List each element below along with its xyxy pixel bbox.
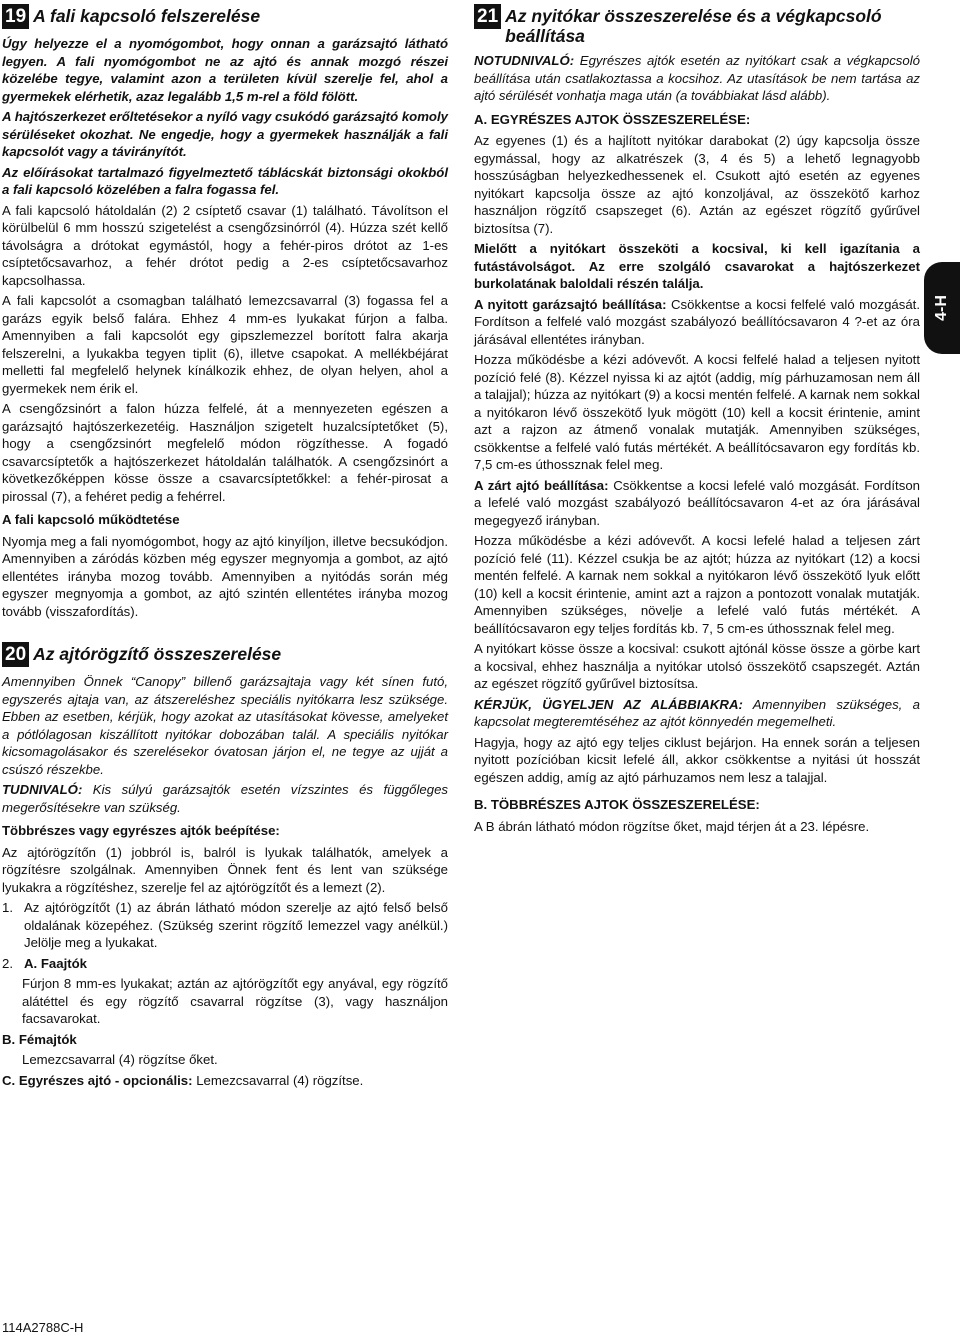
s21-close-label: A zárt ajtó beállítása: <box>474 477 609 493</box>
s21-multi-text: A B ábrán látható módon rögzítse őket, majd térjen át a 23. lépésre. <box>474 818 870 834</box>
s20-install-heading: Többrészes vagy egyrészes ajtók beépítése: <box>2 823 280 838</box>
s21-note <box>474 52 920 105</box>
s20-intro: Amennyiben Önnek “Canopy” billenő garázsajtaja vagy két sínen futó, egyszerés ajtaja van, az átszereléshez speciális nyitókarra lesz szüksége. Ebben az esetben, kérjük, hogy azokat az utasításokat kövesse, amelyeket a pótlólagosan kiszállított nyitókar dobozában talál. A speciális nyitókar kicsomagolásakor és szerelésekor óvatosan járjon el, ne tegye az ujját a csúszó részekbe. <box>2 674 448 777</box>
s20-step-b-label: B. Fémajtók <box>2 1031 77 1047</box>
s19-intro: Úgy helyezze el a nyomógombot, hogy onnan a garázsajtó látható legyen. A fali nyomógombot ne az ajtó és annak mozgó részei közelébe tegye, valamint azon a területen kívül szerelje fel, ahol a gyermekek elérhetik, azaz legalább 1,5 m-rel a föld fölött. <box>2 36 448 104</box>
s21-note-text: Egyrészes ajtók esetén az nyitókart csak a végkapcsoló beállítása után csatlakoztassa a kocsihoz. Az utasítások be nem tartása az ajtó sérülését vonhatja maga után (a továbbiakat lásd alább). <box>474 53 920 103</box>
section-19-number: 19 <box>2 4 29 29</box>
s19-mounting: A fali kapcsolót a csomagban található lemezcsavarral (3) fogassa fel a garázs egyik belső falára. Ehhez 4 mm-es lyukakat fúrjon a falba. Amennyiben a fali kapcsolót egy gipszlemezzel borított falra akarja felszerelni, a lyukakba tegyen tiplit (6), illetve csapokat. A mellékbéjárat melletti fal megfelelő helynek kínálkozik ehhez, de olyan helyen, ahol a gyermekek nem érik el. <box>2 293 448 396</box>
s21-connect: A nyitókart kösse össze a kocsival: csukott ajtónál kösse össze a görbe kart a kocsival, ehhez használja a nyitókar utolsó összekötő csapszegét. Aztán az egészet rögzítő gyűrűvel biztosítsa. <box>474 641 920 691</box>
s20-install: Az ajtórögzítőn (1) jobbról is, balról is lyukak találhatók, amelyek a rögzítésre szolgálnak. Amennyiben Önnek fent és lent van szüksége lyukakra a rögzítéshez, szerelje fel az ajtórögzítőt és a lemezt (2). <box>2 844 448 895</box>
s21-open-text: Csökkentse a kocsi felfelé való mozgását. Fordítson a felfelé való mozgást szabályozó beállítócsavaron 4 ?-et az óra járásával ellentétes irányban. <box>474 296 920 347</box>
section-19-header <box>2 4 448 29</box>
s20-step-c-label: C. Egyrészes ajtó - opcionális: <box>2 1072 193 1088</box>
s20-note-label: TUDNIVALÓ: <box>2 782 83 797</box>
s21-multi-heading: B. TÖBBRÉSZES AJTOK ÖSSZESZERELÉSE: <box>474 797 760 812</box>
s21-attention <box>474 696 920 731</box>
s19-operation: Nyomja meg a fali nyomógombot, hogy az ajtó kinyíljon, illetve becsukódjon. Amennyiben a záródás közben még egyszer megnyomja a gombot, az ajtó ellentétes irányba mozog tovább. Amennyiben a nyitódás során még egyszer megnyomja a gombot, az ajtó szintén ellentétes irányba mozog tovább (visszafordítás). <box>2 533 448 619</box>
section-21-number: 21 <box>474 4 501 29</box>
footer-code: 114A2788C-H <box>2 1320 84 1335</box>
s21-close-setting <box>474 477 920 530</box>
s20-step-2-num: 2. <box>2 955 13 971</box>
section-20-title: Az ajtórögzítő összeszerelése <box>33 644 282 664</box>
s19-warning-sign: Az előírásokat tartalmazó figyelmeztető táblácskát biztonsági okokból a fali kapcsoló közelében a falra fogassa fel. <box>2 164 448 197</box>
left-column <box>2 4 448 1092</box>
side-tab <box>924 262 960 354</box>
s20-step-2-label: A. Faajtók <box>24 955 88 971</box>
s21-note-label: NOTUDNIVALÓ: <box>474 53 575 68</box>
s19-bell-wire: A csengőzsinórt a falon húzza felfelé, át a mennyezeten egészen a garázsajtó hajtószerkezetéig. Használjon szigetelt huzalcsíptetőket (5), hogy a csengőzsinórt megfelelő módon rögzíthesse. A fogadó csavarcsíptetők a hajtószerkezet hátoldalán találhatók. A csengőzsinórt a következőképpen kösse össze a csavarcsíptetőkkel: a fehér-pirosat a pirossal (7), a fehéret pedig a fehérrel. <box>2 401 448 504</box>
s20-step-b-text: Lemezcsavarral (4) rögzítse őket. <box>22 1052 218 1067</box>
s20-step-2-text: Fúrjon 8 mm-es lyukakat; aztán az ajtórögzítőt egy anyával, egy rögzítő alátéttel és egy rögzítő csavarral rögzítse (3), vagy használjon facsavarokat. <box>22 976 448 1026</box>
s21-attention-label: KÉRJÜK, ÜGYELJEN AZ ALÁBBIAKRA: <box>474 696 743 712</box>
s20-step-c <box>2 1072 448 1090</box>
s21-assembly: Az egyenes (1) és a hajlított nyitókar darabokat (2) úgy kapcsolja össze egymással, hogy az alkatrészek (3, 4 és 5) a lehető legnagyobb hosszúságban helyezkedhessenek el. Csukott ajtó esetén az egyenes nyitókart kapcsolja össze az ajtó konzoljával, az összekötő karhoz használjon rögzítő csapszeget (6). Aztán az egészet rögzítő gyűrűvel biztosítsa (7). <box>474 133 920 236</box>
s20-step-1-text: Az ajtórögzítőt (1) az ábrán látható módon szerelje az ajtó felső belső oldalának közepéhez. (Szükség szerint rögzítő lemezzel vagy anélkül.) Jelölje meg a lyukakat. <box>24 900 448 950</box>
s21-cycle: Hagyja, hogy az ajtó egy teljes ciklust bejárjon. Ha ennek során a teljesen nyitott pozícióban kicsit lefelé áll, akkor csökkentse a nyitási út hosszát egészen addig, amíg az ajtó párhuzamos nem lesz a talajjal. <box>474 734 920 785</box>
s20-note-text: Kis súlyú garázsajtók esetén vízszintes és függőleges megerősítésekre van szükség. <box>2 782 448 815</box>
section-19-title: A fali kapcsoló felszerelése <box>33 6 261 26</box>
s20-step-1 <box>2 899 448 952</box>
section-20-header <box>2 642 448 667</box>
s19-warning: A hajtószerkezet erőltetésekor a nyíló vagy csukódó garázsajtó komoly sérüléseket okozhat. Ne engedje, hogy a gyermekek használják a fali kapcsolót vagy a távirányítót. <box>2 109 448 159</box>
s21-close-text: Csökkentse a kocsi lefelé való mozgását. Fordítson a lefelé való mozgást szabályozó beállítócsavaron 4-et az óra járásával megegyező irányban. <box>474 477 920 528</box>
s21-single-heading: A. EGYRÉSZES AJTOK ÖSSZESZERELÉSE: <box>474 111 751 127</box>
s21-before-connect: Mielőtt a nyitókart összeköti a kocsival, ki kell igazítania a futástávolságot. Az erre szolgáló csavarokat a hajtószerkezet burkolatának baloldali részén találja. <box>474 241 920 291</box>
section-20-number: 20 <box>2 642 29 667</box>
section-21-title: Az nyitókar összeszerelése és a végkapcsoló beállítása <box>505 6 882 46</box>
s21-open-procedure: Hozza működésbe a kézi adóvevőt. A kocsi felfelé halad a teljesen nyitott pozíció felé (8). Kézzel nyissa ki az ajtót (addig, míg párhuzamosan nem áll a talajjal); húzza az nyitókart (9) a kocsi mentén felfelé. A karnak nem sokkal a nyitókaron lévő összekötő lyuk mögött (10) kell a kocsit érintenie, amint azt a rajzon az átmenő vonalak mutatják. Amennyiben szükséges, csökkentse a felfelé való futás mértékét. A beállítócsavaron egy fordítás kb. 7,5 cm-es úthossznak felel meg. <box>474 352 920 472</box>
s19-operation-heading: A fali kapcsoló működtetése <box>2 512 180 527</box>
s20-step-c-text: Lemezcsavarral (4) rögzítse. <box>192 1072 364 1088</box>
s21-open-setting <box>474 296 920 349</box>
s21-open-label: A nyitott garázsajtó beállítása: <box>474 296 667 312</box>
section-21-header <box>474 4 920 46</box>
s20-note <box>2 781 448 816</box>
s19-wiring: A fali kapcsoló hátoldalán (2) 2 csíptető csavar (1) található. Távolítson el körülbelül 6 mm hosszú szigetelést a csengőzsinórról (4). Húzza szét kellő távolságra a drótokat egymástól, hogy a fehér-piros drótot az 1-es csíptetőcsavarhoz, a fehér drótot pedig a 2-es csíptetőcsavarhoz kapcsolhassa. <box>2 202 448 288</box>
s20-step-1-num: 1. <box>2 900 13 915</box>
side-tab-label: 4-H <box>933 295 950 321</box>
s21-close-procedure: Hozza működésbe a kézi adóvevőt. A kocsi lefelé halad a teljesen zárt pozíció felé (11). Kézzel csukja be az ajtót; húzza az nyitókart (12) a kocsi mentén felfelé. A karnak nem sokkal a nyitókaron lévő összekötő lyuk előtt (10) kell a kocsit érintenie, amint azt a rajzon a pontozott vonalak mutatják. Amennyiben szükséges, növelje a lefelé való futás mértékét. A beállítócsavaron egy teljes fordítás kb. 7, 5 cm-es úthossznak felel meg. <box>474 533 920 636</box>
s20-step-2 <box>2 955 448 973</box>
right-column <box>474 4 920 838</box>
s21-attention-text: Amennyiben szükséges, a kapcsolat megteremtéséhez az ajtót könnyedén megemelheti. <box>474 696 920 729</box>
